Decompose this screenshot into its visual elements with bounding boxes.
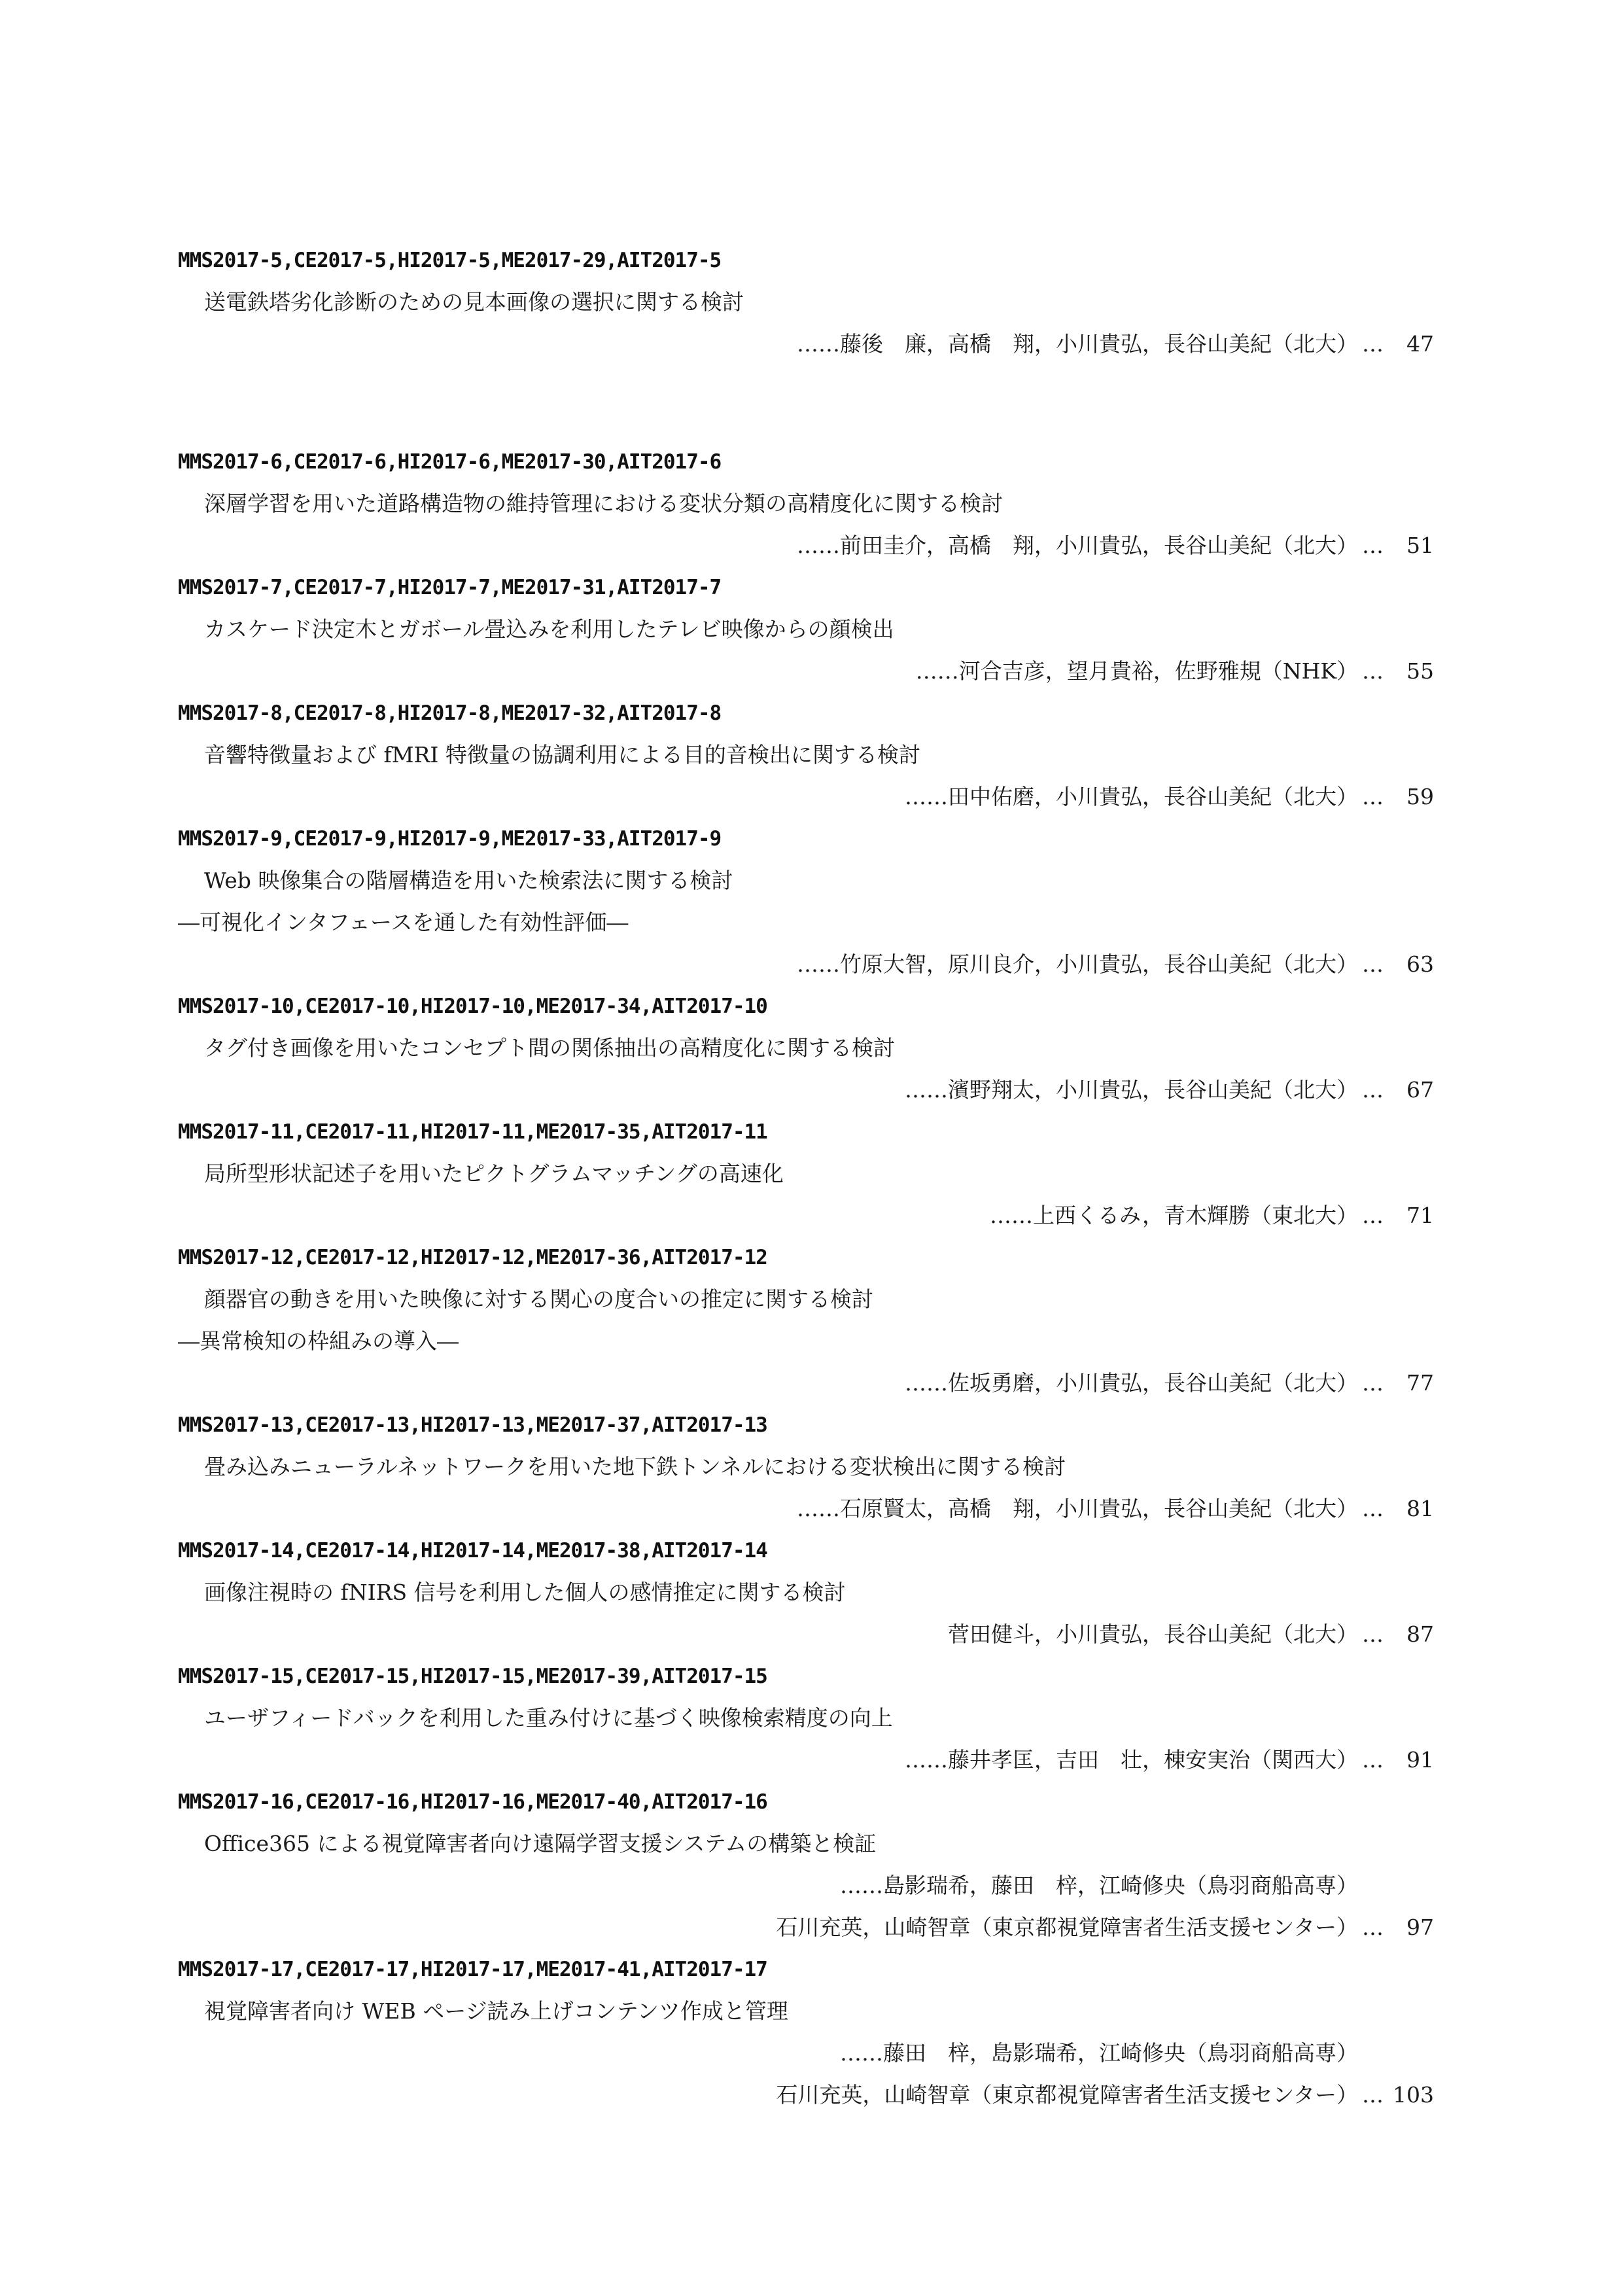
paper-title: ユーザフィードバックを利用した重み付けに基づく映像検索精度の向上 xyxy=(204,1705,893,1731)
author-line xyxy=(178,1069,1434,1111)
leader-dots: … xyxy=(1362,1203,1384,1228)
leader-dots: … xyxy=(1362,1077,1384,1103)
toc-entry xyxy=(178,1655,1434,1781)
author-names: ……藤後 廉，高橋 翔，小川貴弘，長谷山美紀（北大） xyxy=(797,331,1358,357)
page-number xyxy=(1388,2032,1434,2074)
paper-title: Web 映像集合の階層構造を用いた検索法に関する検討 xyxy=(204,868,733,893)
leader-dots: … xyxy=(1362,784,1384,809)
page-number: 51 xyxy=(1406,533,1434,558)
author-line xyxy=(178,944,1434,985)
author-names: ……上西くるみ，青木輝勝（東北大） xyxy=(990,1203,1358,1228)
page-number: 55 xyxy=(1406,658,1434,684)
author-line xyxy=(178,776,1434,818)
page-number: 87 xyxy=(1406,1621,1434,1647)
paper-title: 送電鉄塔劣化診断のための見本画像の選択に関する検討 xyxy=(204,289,744,315)
toc-entry xyxy=(178,1530,1434,1655)
paper-subtitle: ―異常検知の枠組みの導入― xyxy=(178,1328,459,1354)
toc-entry xyxy=(178,692,1434,818)
page-number: 47 xyxy=(1406,331,1434,357)
author-names: ……石原賢太，高橋 翔，小川貴弘，長谷山美紀（北大） xyxy=(797,1496,1358,1521)
paper-code: MMS2017-14,CE2017-14,HI2017-14,ME2017-38,AIT2017-14 xyxy=(178,1539,767,1563)
author-line xyxy=(178,2032,1434,2074)
author-names: ……島影瑞希，藤田 梓，江崎修央（鳥羽商船高専） xyxy=(840,1873,1358,1898)
author-line xyxy=(178,1362,1434,1404)
paper-title: 視覚障害者向け WEB ページ読み上げコンテンツ作成と管理 xyxy=(204,1998,788,2024)
page-number: 77 xyxy=(1406,1370,1434,1396)
author-names: ……前田圭介，高橋 翔，小川貴弘，長谷山美紀（北大） xyxy=(797,533,1358,558)
paper-title: タグ付き画像を用いたコンセプト間の関係抽出の高精度化に関する検討 xyxy=(204,1035,895,1061)
paper-title: 顔器官の動きを用いた映像に対する関心の度合いの推定に関する検討 xyxy=(204,1286,873,1312)
author-names: ……竹原大智，原川良介，小川貴弘，長谷山美紀（北大） xyxy=(797,951,1358,977)
paper-title: 局所型形状記述子を用いたピクトグラムマッチングの高速化 xyxy=(204,1161,784,1186)
author-line xyxy=(178,1865,1434,1907)
leader-dots: … xyxy=(1362,658,1384,684)
toc-entry xyxy=(178,1111,1434,1237)
author-names: ……河合吉彦，望月貴裕，佐野雅規（NHK） xyxy=(915,658,1358,684)
paper-code: MMS2017-7,CE2017-7,HI2017-7,ME2017-31,AIT2017-7 xyxy=(178,576,722,599)
page-number: 63 xyxy=(1406,951,1434,977)
leader-dots: … xyxy=(1362,951,1384,977)
author-line xyxy=(178,1195,1434,1237)
paper-title: 畳み込みニューラルネットワークを用いた地下鉄トンネルにおける変状検出に関する検討 xyxy=(204,1454,1066,1479)
author-names: ……藤井孝匡，吉田 壮，棟安実治（関西大） xyxy=(905,1747,1358,1773)
page-number: 81 xyxy=(1406,1496,1434,1521)
paper-code: MMS2017-15,CE2017-15,HI2017-15,ME2017-39,AIT2017-15 xyxy=(178,1665,767,1688)
paper-code: MMS2017-9,CE2017-9,HI2017-9,ME2017-33,AIT2017-9 xyxy=(178,827,722,851)
leader-dots xyxy=(1358,2032,1388,2074)
page-number: 59 xyxy=(1406,784,1434,809)
leader-dots: … xyxy=(1362,1621,1384,1647)
paper-code: MMS2017-12,CE2017-12,HI2017-12,ME2017-36,AIT2017-12 xyxy=(178,1246,767,1269)
page-number: 71 xyxy=(1406,1203,1434,1228)
paper-title: 音響特徴量および fMRI 特徴量の協調利用による目的音検出に関する検討 xyxy=(204,742,920,768)
author-names: ……佐坂勇磨，小川貴弘，長谷山美紀（北大） xyxy=(905,1370,1358,1396)
paper-code: MMS2017-8,CE2017-8,HI2017-8,ME2017-32,AIT2017-8 xyxy=(178,701,722,725)
toc-entry xyxy=(178,1949,1434,2116)
toc-entry xyxy=(178,818,1434,985)
leader-dots: … xyxy=(1362,1747,1384,1773)
author-line xyxy=(178,1614,1434,1655)
leader-dots: … xyxy=(1362,1915,1384,1940)
author-names: 石川充英，山崎智章（東京都視覚障害者生活支援センター） xyxy=(776,1915,1358,1940)
table-of-contents xyxy=(178,239,1434,2116)
leader-dots: … xyxy=(1362,331,1384,357)
paper-code: MMS2017-10,CE2017-10,HI2017-10,ME2017-34,AIT2017-10 xyxy=(178,995,767,1018)
toc-entry xyxy=(178,239,1434,365)
author-names: 菅田健斗，小川貴弘，長谷山美紀（北大） xyxy=(948,1621,1358,1647)
author-line xyxy=(178,525,1434,567)
paper-code: MMS2017-5,CE2017-5,HI2017-5,ME2017-29,AIT2017-5 xyxy=(178,249,722,272)
toc-entry xyxy=(178,1781,1434,1949)
author-line xyxy=(178,1488,1434,1530)
author-names: ……濱野翔太，小川貴弘，長谷山美紀（北大） xyxy=(905,1077,1358,1103)
author-names: ……藤田 梓，島影瑞希，江崎修央（鳥羽商船高専） xyxy=(840,2040,1358,2066)
page-number: 91 xyxy=(1406,1747,1434,1773)
page-number: 97 xyxy=(1406,1915,1434,1940)
page-number: 67 xyxy=(1406,1077,1434,1103)
toc-entry xyxy=(178,567,1434,692)
leader-dots: … xyxy=(1362,1370,1384,1396)
author-line xyxy=(178,1739,1434,1781)
leader-dots xyxy=(1358,1865,1388,1907)
paper-code: MMS2017-17,CE2017-17,HI2017-17,ME2017-41,AIT2017-17 xyxy=(178,1958,767,1981)
paper-title: 深層学習を用いた道路構造物の維持管理における変状分類の高精度化に関する検討 xyxy=(204,491,1003,516)
author-line xyxy=(178,2074,1434,2116)
page-number xyxy=(1388,1865,1434,1907)
toc-entry xyxy=(178,985,1434,1111)
author-names: 石川充英，山崎智章（東京都視覚障害者生活支援センター） xyxy=(776,2082,1358,2108)
paper-title: Office365 による視覚障害者向け遠隔学習支援システムの構築と検証 xyxy=(204,1831,877,1856)
toc-entry xyxy=(178,441,1434,567)
author-line xyxy=(178,1907,1434,1949)
paper-code: MMS2017-16,CE2017-16,HI2017-16,ME2017-40,AIT2017-16 xyxy=(178,1790,767,1814)
paper-code: MMS2017-11,CE2017-11,HI2017-11,ME2017-35,AIT2017-11 xyxy=(178,1120,767,1144)
paper-title: 画像注視時の fNIRS 信号を利用した個人の感情推定に関する検討 xyxy=(204,1580,846,1605)
paper-code: MMS2017-13,CE2017-13,HI2017-13,ME2017-37,AIT2017-13 xyxy=(178,1413,767,1437)
toc-entry xyxy=(178,1237,1434,1404)
page-number: 103 xyxy=(1393,2082,1434,2108)
author-names: ……田中佑磨，小川貴弘，長谷山美紀（北大） xyxy=(905,784,1358,809)
author-line xyxy=(178,650,1434,692)
leader-dots: … xyxy=(1362,2082,1384,2108)
paper-code: MMS2017-6,CE2017-6,HI2017-6,ME2017-30,AIT2017-6 xyxy=(178,450,722,474)
leader-dots: … xyxy=(1362,1496,1384,1521)
toc-entry xyxy=(178,1404,1434,1530)
leader-dots: … xyxy=(1362,533,1384,558)
author-line xyxy=(178,323,1434,365)
paper-subtitle: ―可視化インタフェースを通した有効性評価― xyxy=(178,910,629,935)
paper-title: カスケード決定木とガボール畳込みを利用したテレビ映像からの顔検出 xyxy=(204,616,894,642)
